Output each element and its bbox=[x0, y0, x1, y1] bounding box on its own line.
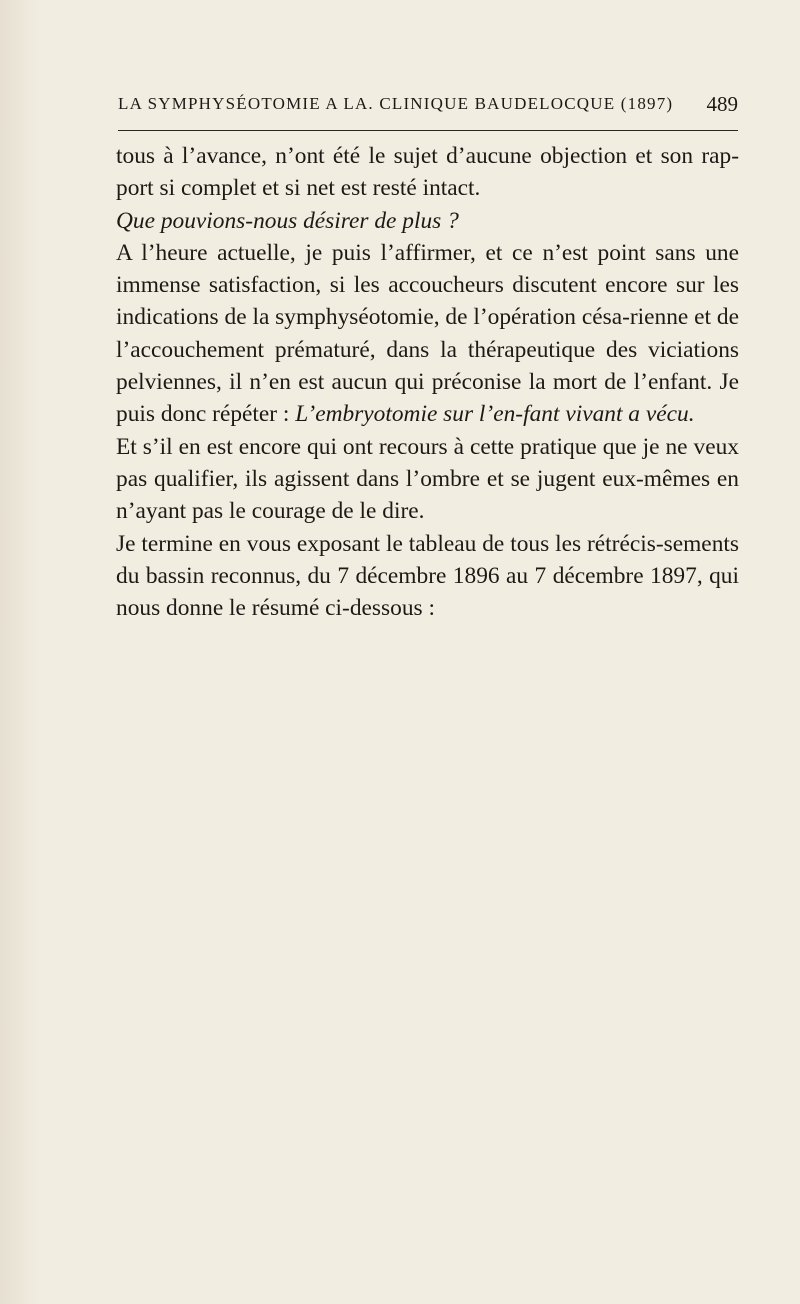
page-number: 489 bbox=[706, 92, 738, 116]
paragraph-3-italic-quote: L’embryotomie sur l’en-fant vivant a vécu. bbox=[295, 401, 695, 428]
paragraph-1-text: tous à l’avance, n’ont été le sujet d’aucune objection et son rap-port si complet et si net est resté intact. bbox=[116, 143, 739, 202]
running-head bbox=[118, 92, 738, 122]
paragraph-2-italic-question: Que pouvions-nous désirer de plus ? bbox=[116, 207, 459, 234]
header-rule bbox=[118, 130, 738, 131]
paragraph-3 bbox=[116, 237, 739, 431]
paragraph-4 bbox=[116, 431, 739, 528]
running-title: LA SYMPHYSÉOTOMIE A LA. CLINIQUE BAUDELOCQUE (1897) bbox=[118, 94, 674, 113]
paragraph-1 bbox=[116, 140, 739, 205]
paragraph-4-text: Et s’il en est encore qui ont recours à cette pratique que je ne veux pas qualifier, ils agissent dans l’ombre et se jugent eux-mêmes en n’ayant pas le courage de le dire. bbox=[116, 433, 739, 525]
paragraph-3-text: A l’heure actuelle, je puis l’affirmer, et ce n’est point sans une immense satisfaction, si les accoucheurs discutent encore sur les indications de la symphyséotomie, de l’opération césa-rienne et de l’accouchement prématuré, dans la thérapeutique des viciations pelviennes, il n’en est aucun qui préconise la mort de l’enfant. Je puis donc répéter : bbox=[116, 239, 739, 428]
body-text bbox=[116, 140, 739, 624]
paragraph-5 bbox=[116, 528, 739, 625]
paragraph-2 bbox=[116, 205, 739, 237]
paragraph-5-text: Je termine en vous exposant le tableau de tous les rétrécis-sements du bassin reconnus, du 7 décembre 1896 au 7 décembre 1897, qui nous donne le résumé ci-dessous : bbox=[116, 530, 739, 622]
